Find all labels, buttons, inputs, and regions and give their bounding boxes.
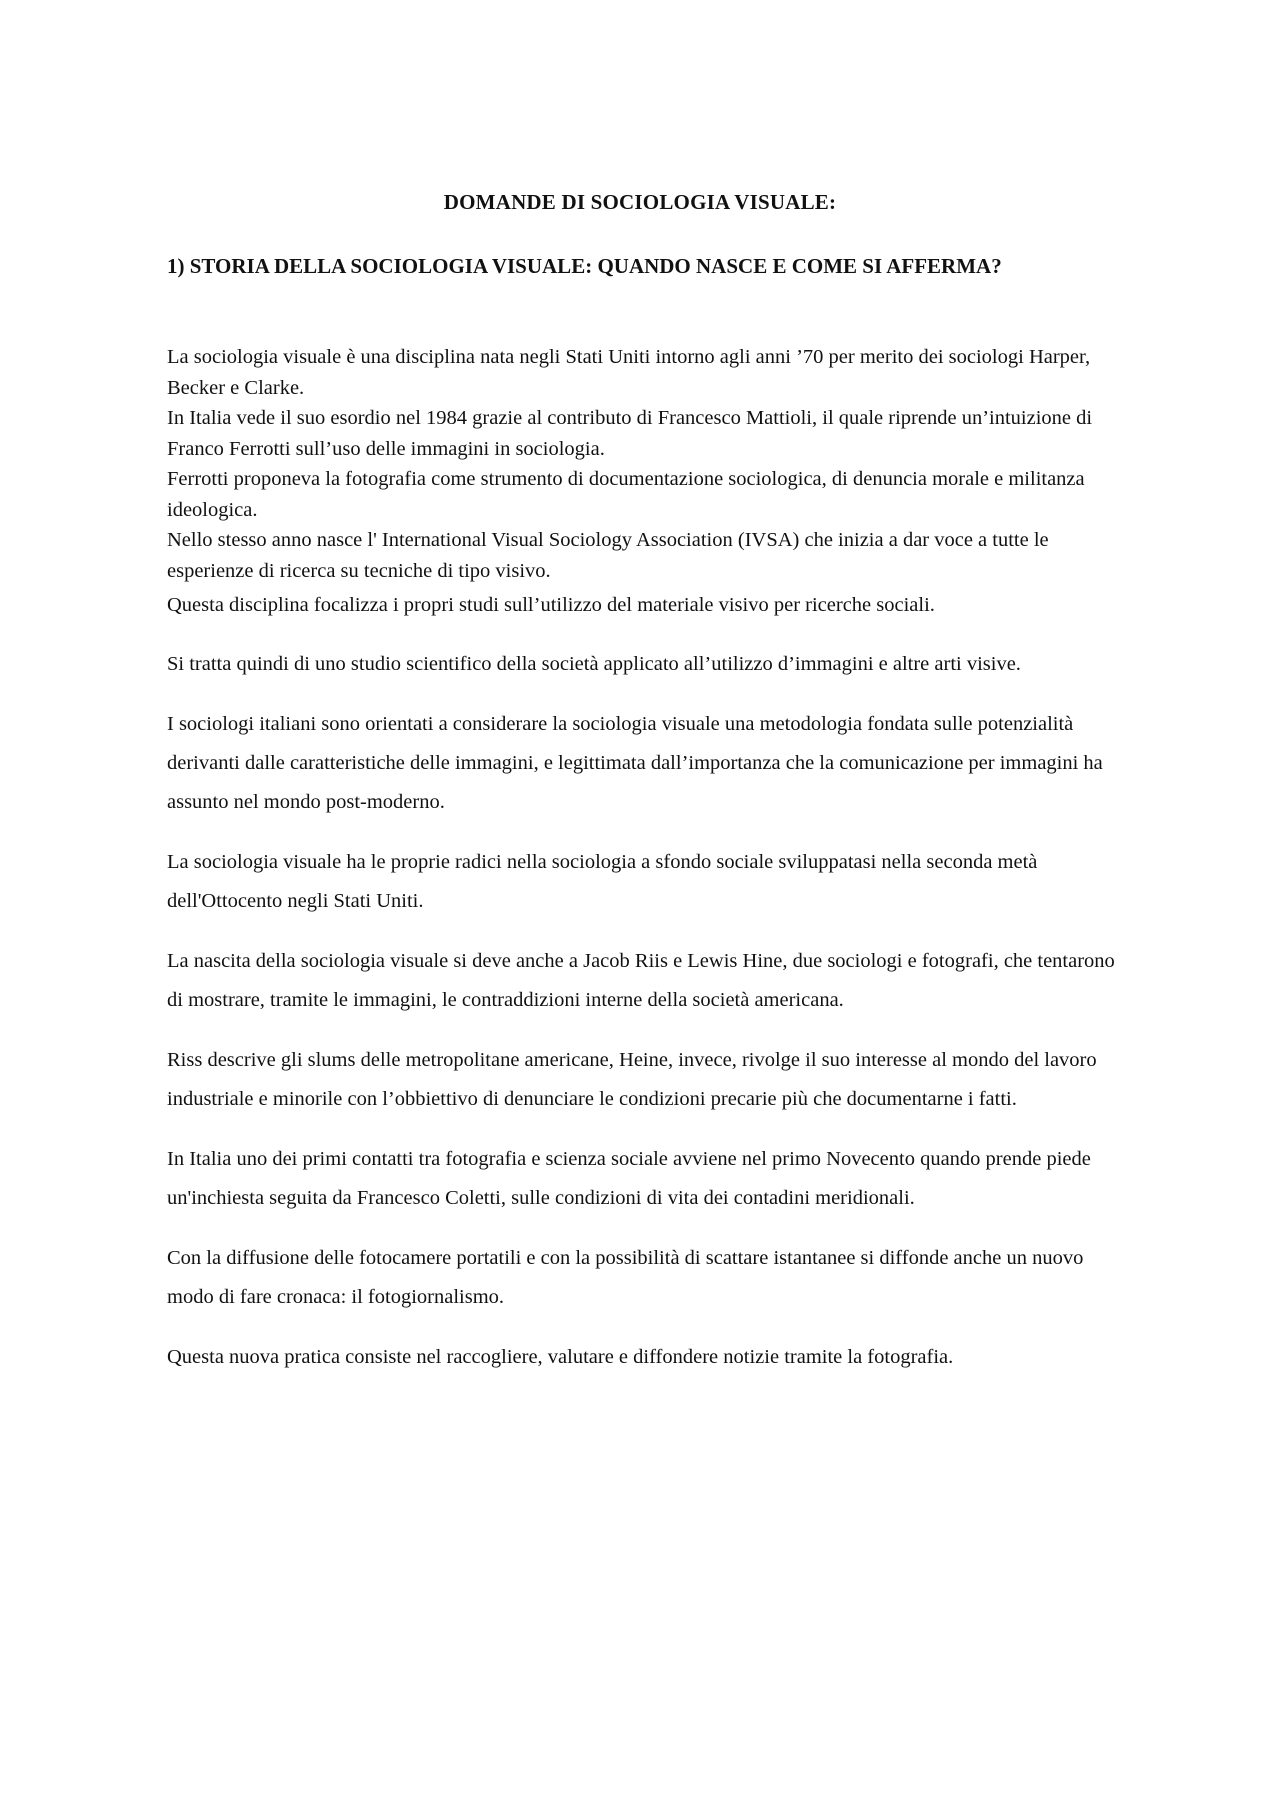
paragraph: Questa nuova pratica consiste nel raccogliere, valutare e diffondere notizie tramite la fotografia. xyxy=(167,1345,954,1368)
paragraph: La sociologia visuale ha le proprie radici nella sociologia a sfondo sociale sviluppatasi nella seconda metà dell'Ottocento negli Stati Uniti. xyxy=(167,850,1038,912)
paragraph: Riss descrive gli slums delle metropolitane americane, Heine, invece, rivolge il suo interesse al mondo del lavoro industriale e minorile con l’obbiettivo di denunciare le condizioni precarie più che documentarne i fatti. xyxy=(167,1048,1097,1110)
intro-line: Nello stesso anno nasce l' International Visual Sociology Association (IVSA) che inizia a dar voce a tutte le esperienze di ricerca su tecniche di tipo visivo. xyxy=(167,529,1049,582)
section-heading: 1) STORIA DELLA SOCIOLOGIA VISUALE: QUANDO NASCE E COME SI AFFERMA? xyxy=(167,254,1002,278)
paragraph: La nascita della sociologia visuale si deve anche a Jacob Riis e Lewis Hine, due sociologi e fotografi, che tentarono di mostrare, tramite le immagini, le contraddizioni interne della società americana. xyxy=(167,949,1115,1011)
intro-block xyxy=(167,342,1127,621)
intro-line: Questa disciplina focalizza i propri studi sull’utilizzo del materiale visivo per ricerche sociali. xyxy=(167,594,935,616)
paragraph: Con la diffusione delle fotocamere portatili e con la possibilità di scattare istantanee si diffonde anche un nuovo modo di fare cronaca: il fotogiornalismo. xyxy=(167,1246,1084,1308)
document-body xyxy=(167,342,1127,1377)
intro-line: La sociologia visuale è una disciplina nata negli Stati Uniti intorno agli anni ’70 per merito dei sociologi Harper, Becker e Clarke. xyxy=(167,346,1091,399)
document-title: DOMANDE DI SOCIOLOGIA VISUALE: xyxy=(443,190,837,214)
intro-line: Ferrotti proponeva la fotografia come strumento di documentazione sociologica, di denuncia morale e militanza ideologica. xyxy=(167,468,1085,521)
paragraph: In Italia uno dei primi contatti tra fotografia e scienza sociale avviene nel primo Novecento quando prende piede un'inchiesta seguita da Francesco Coletti, sulle condizioni di vita dei contadini meridionali. xyxy=(167,1147,1091,1209)
paragraph: I sociologi italiani sono orientati a considerare la sociologia visuale una metodologia fondata sulle potenzialità derivanti dalle caratteristiche delle immagini, e legittimata dall’importanza che la comunicazione per immagini ha assunto nel mondo post-moderno. xyxy=(167,712,1103,813)
intro-line: In Italia vede il suo esordio nel 1984 grazie al contributo di Francesco Mattioli, il quale riprende un’intuizione di Franco Ferrotti sull’uso delle immagini in sociologia. xyxy=(167,407,1093,460)
paragraph: Si tratta quindi di uno studio scientifico della società applicato all’utilizzo d’immagini e altre arti visive. xyxy=(167,652,1021,675)
